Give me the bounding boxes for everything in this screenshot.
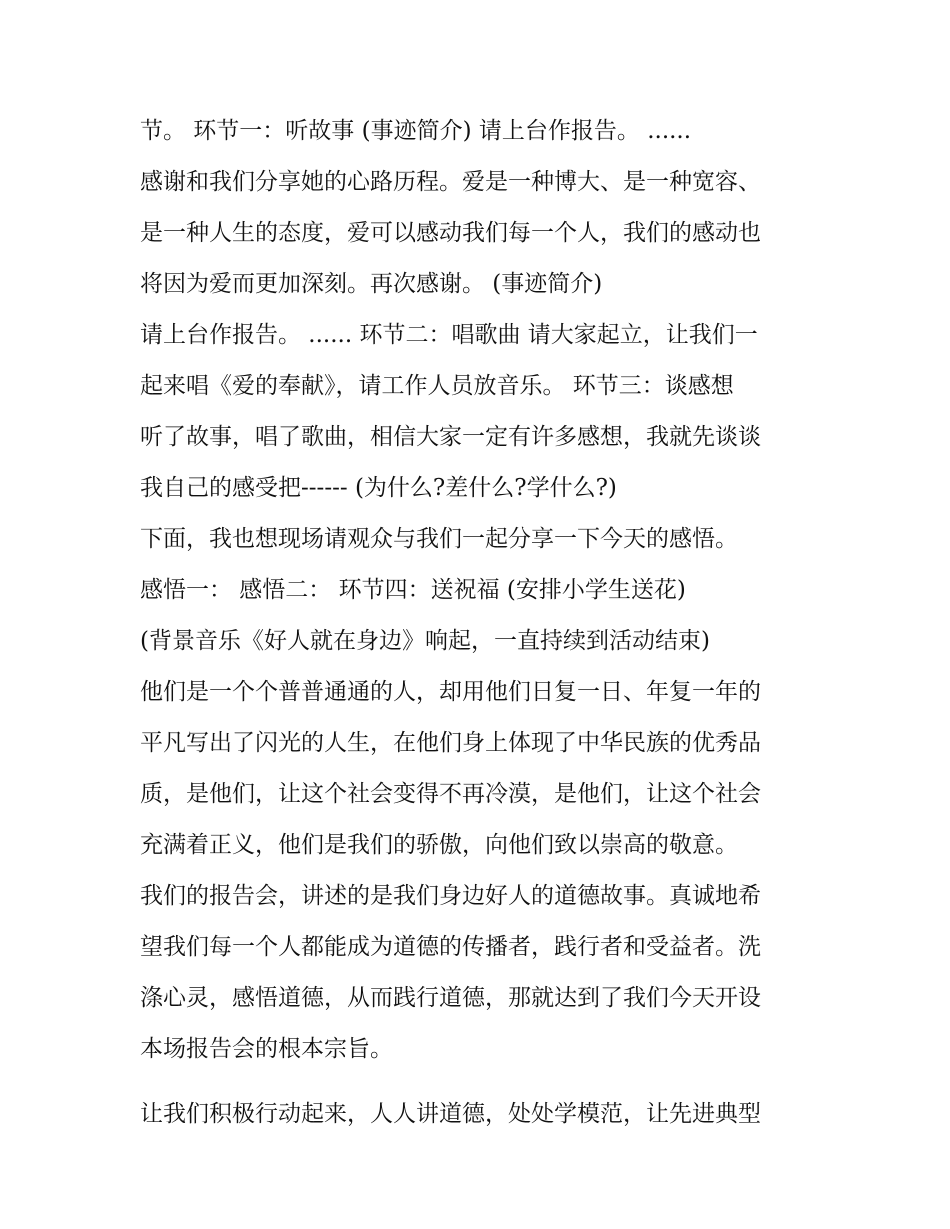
text-line: 充满着正义，他们是我们的骄傲，向他们致以崇高的敬意。 (140, 832, 738, 858)
text-line: 质，是他们，让这个社会变得不再冷漠，是他们，让这个社会 (140, 781, 761, 807)
text-line: 我自己的感受把------ (为什么?差什么?学什么?) (140, 475, 617, 501)
text-line: 起来唱《爱的奉献》，请工作人员放音乐。 环节三：谈感想 (140, 373, 734, 399)
text-line: 让我们积极行动起来，人人讲道德，处处学模范，让先进典型 (140, 1101, 761, 1127)
text-line: 感悟一： 感悟二： 环节四：送祝福 (安排小学生送花) (140, 577, 686, 603)
text-line: 我们的报告会，讲述的是我们身边好人的道德故事。真诚地希 (140, 883, 761, 909)
text-line: 节。 环节一：听故事 (事迹简介) 请上台作报告。 ...... (140, 118, 692, 144)
text-line: 他们是一个个普普通通的人，却用他们日复一日、年复一年的 (140, 679, 761, 705)
text-line: 平凡写出了闪光的人生，在他们身上体现了中华民族的优秀品 (140, 730, 761, 756)
text-line: 涤心灵，感悟道德，从而践行道德，那就达到了我们今天开设 (140, 985, 761, 1011)
text-line: (背景音乐《好人就在身边》响起，一直持续到活动结束) (140, 628, 710, 654)
text-line: 是一种人生的态度，爱可以感动我们每一个人，我们的感动也 (140, 220, 761, 246)
document-body (140, 106, 830, 1140)
text-line: 本场报告会的根本宗旨。 (140, 1036, 393, 1062)
text-line: 感谢和我们分享她的心路历程。爱是一种博大、是一种宽容、 (140, 169, 761, 195)
text-line: 请上台作报告。 ...... 环节二：唱歌曲 请大家起立，让我们一 (140, 322, 758, 348)
text-line: 将因为爱而更加深刻。再次感谢。 (事迹简介) (140, 271, 603, 297)
text-line: 听了故事，唱了歌曲，相信大家一定有许多感想，我就先谈谈 (140, 424, 761, 450)
text-line: 望我们每一个人都能成为道德的传播者，践行者和受益者。洗 (140, 934, 761, 960)
text-line: 下面，我也想现场请观众与我们一起分享一下今天的感悟。 (140, 526, 738, 552)
